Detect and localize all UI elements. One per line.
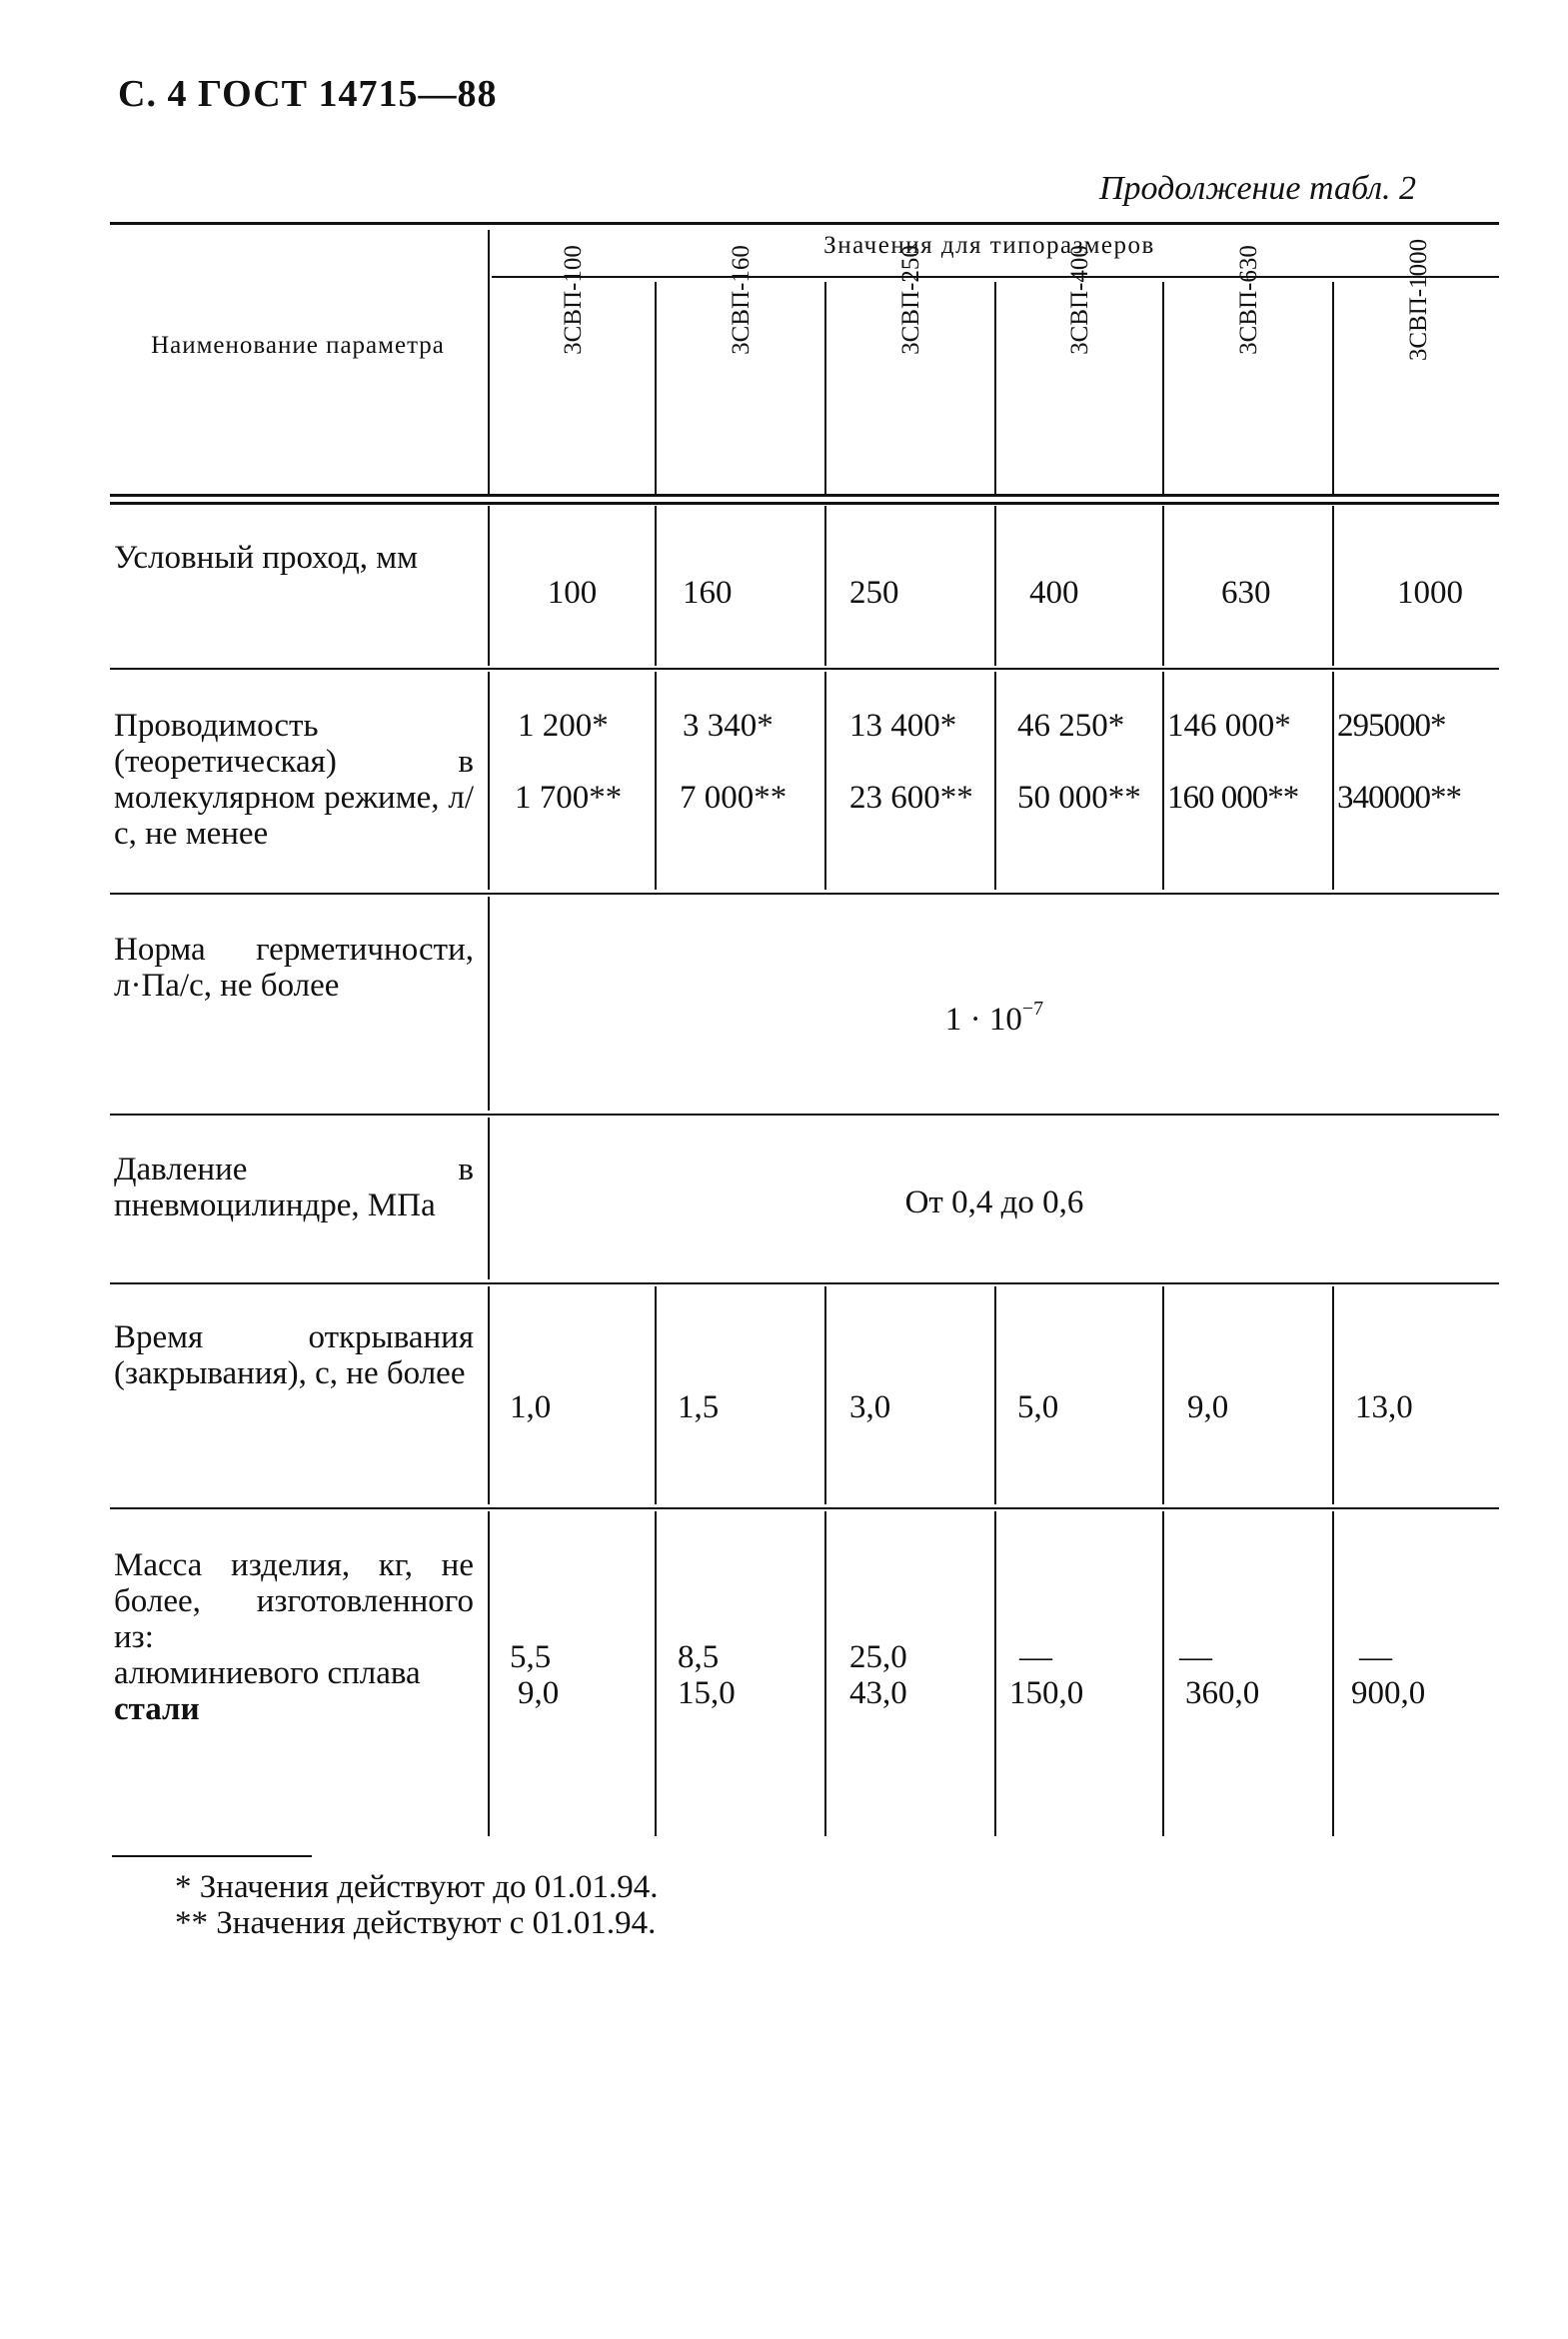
col-rule-r1e — [1332, 506, 1334, 666]
param-col-rule-header — [488, 230, 490, 495]
col-rule-r6e — [1332, 1511, 1334, 1836]
param-column-header: Наименование параметра — [151, 332, 445, 359]
cell: 100 — [547, 575, 598, 611]
col-rule-r1a — [655, 506, 657, 666]
col-rule-r6b — [824, 1511, 826, 1836]
cell: 9,0 — [1187, 1389, 1229, 1425]
header-rule-2 — [110, 502, 1499, 505]
col-rule-h3 — [994, 282, 996, 494]
footnote-2: ** Значения действуют с 01.01.94. — [175, 1905, 657, 1941]
footnotes — [175, 1869, 659, 1941]
col-rule-r6c — [994, 1511, 996, 1836]
param-mass — [114, 1547, 474, 1727]
cell: 9,0 — [518, 1675, 560, 1711]
cell: 3,0 — [849, 1389, 891, 1425]
cell: 150,0 — [1009, 1675, 1084, 1711]
cell: 1,5 — [678, 1389, 720, 1425]
col-rule-r5d — [1162, 1286, 1164, 1504]
col-rule-r1b — [824, 506, 826, 666]
param-nominal-bore: Условный проход, мм — [114, 540, 419, 576]
mass-name-line: Масса изделия, кг, не более, изготовленного из: — [114, 1547, 474, 1655]
cell: 25,0 — [849, 1639, 907, 1675]
cell: 340000** — [1337, 780, 1461, 816]
cell: 15,0 — [678, 1675, 736, 1711]
cell: 400 — [1029, 575, 1079, 611]
exponent: −7 — [1021, 998, 1044, 1020]
group-header-rule — [492, 276, 1499, 278]
cell: 13,0 — [1355, 1389, 1413, 1425]
cell: 160 000** — [1167, 780, 1299, 816]
param-leak-rate: Норма герметичности, л·Па/с, не более — [114, 932, 474, 1004]
pressure-value: От 0,4 до 0,6 — [904, 1184, 1084, 1220]
col-rule-r5e — [1332, 1286, 1334, 1504]
cell: 146 000* — [1167, 708, 1291, 744]
cell: 43,0 — [849, 1675, 907, 1711]
col-rule-r1d — [1162, 506, 1164, 666]
cell: 295000* — [1337, 708, 1446, 744]
size-group-header: Значения для типоразмеров — [823, 232, 1155, 259]
cell: — — [1179, 1639, 1212, 1675]
cell: 630 — [1221, 575, 1271, 611]
cell: 360,0 — [1185, 1675, 1260, 1711]
col-rule-h5 — [1332, 282, 1334, 494]
cell: 5,0 — [1017, 1389, 1059, 1425]
cell: 3 340* — [683, 708, 774, 744]
table-caption: Продолжение табл. 2 — [1099, 170, 1417, 207]
row-rule-4 — [110, 1282, 1499, 1284]
param-pressure: Давление в пневмоцилиндре, МПа — [114, 1152, 474, 1223]
col-rule-r2c — [994, 672, 996, 890]
row-rule-1 — [110, 668, 1499, 670]
row-rule-2 — [110, 893, 1499, 895]
col-rule-r5c — [994, 1286, 996, 1504]
col-rule-r2d — [1162, 672, 1164, 890]
cell: 1 700** — [515, 780, 623, 816]
cell: 160 — [683, 575, 733, 611]
col-rule-r6d — [1162, 1511, 1164, 1836]
col-rule-r1c — [994, 506, 996, 666]
cell: 7 000** — [680, 780, 787, 816]
row-rule-3 — [110, 1114, 1499, 1116]
row-rule-5 — [110, 1507, 1499, 1509]
cell: 46 250* — [1017, 708, 1125, 744]
cell: 8,5 — [678, 1639, 720, 1675]
cell: 50 000** — [1017, 780, 1141, 816]
cell: 900,0 — [1351, 1675, 1426, 1711]
col-rule-h4 — [1162, 282, 1164, 494]
col-rule-r5b — [824, 1286, 826, 1504]
col-rule-h2 — [824, 282, 826, 494]
mass-steel-label: стали — [114, 1691, 200, 1727]
col-rule-r5a — [655, 1286, 657, 1504]
col-rule-r2a — [655, 672, 657, 890]
cell: 23 600** — [849, 780, 973, 816]
mass-aluminum-label: алюминиевого сплава — [114, 1655, 421, 1691]
cell: 5,5 — [510, 1639, 552, 1675]
cell: — — [1359, 1639, 1392, 1675]
cell: 250 — [849, 575, 899, 611]
col-rule-r2e — [1332, 672, 1334, 890]
param-col-rule-r5 — [488, 1286, 490, 1504]
param-col-rule-r6 — [488, 1511, 490, 1836]
cell: 1000 — [1397, 575, 1463, 611]
cell: 1 200* — [518, 708, 609, 744]
footnote-1: * Значения действуют до 01.01.94. — [175, 1869, 659, 1905]
cell: — — [1019, 1639, 1052, 1675]
table-top-rule — [110, 222, 1499, 225]
page-header: С. 4 ГОСТ 14715—88 — [118, 73, 498, 115]
param-open-time: Время открывания (закрывания), с, не более — [114, 1319, 474, 1391]
col-rule-r6a — [655, 1511, 657, 1836]
col-rule-h1 — [655, 282, 657, 494]
cell: 1,0 — [510, 1389, 552, 1425]
col-rule-r2b — [824, 672, 826, 890]
param-col-rule-r2 — [488, 672, 490, 890]
param-conductance: Проводимость (теоретическая) в молекулярном режиме, л/с, не менее — [114, 708, 474, 852]
header-rule-1 — [110, 494, 1499, 497]
footnote-rule — [112, 1855, 312, 1857]
cell: 13 400* — [849, 708, 957, 744]
leak-rate-value: $1 \cdot 10^{-7}$ — [944, 998, 1044, 1038]
